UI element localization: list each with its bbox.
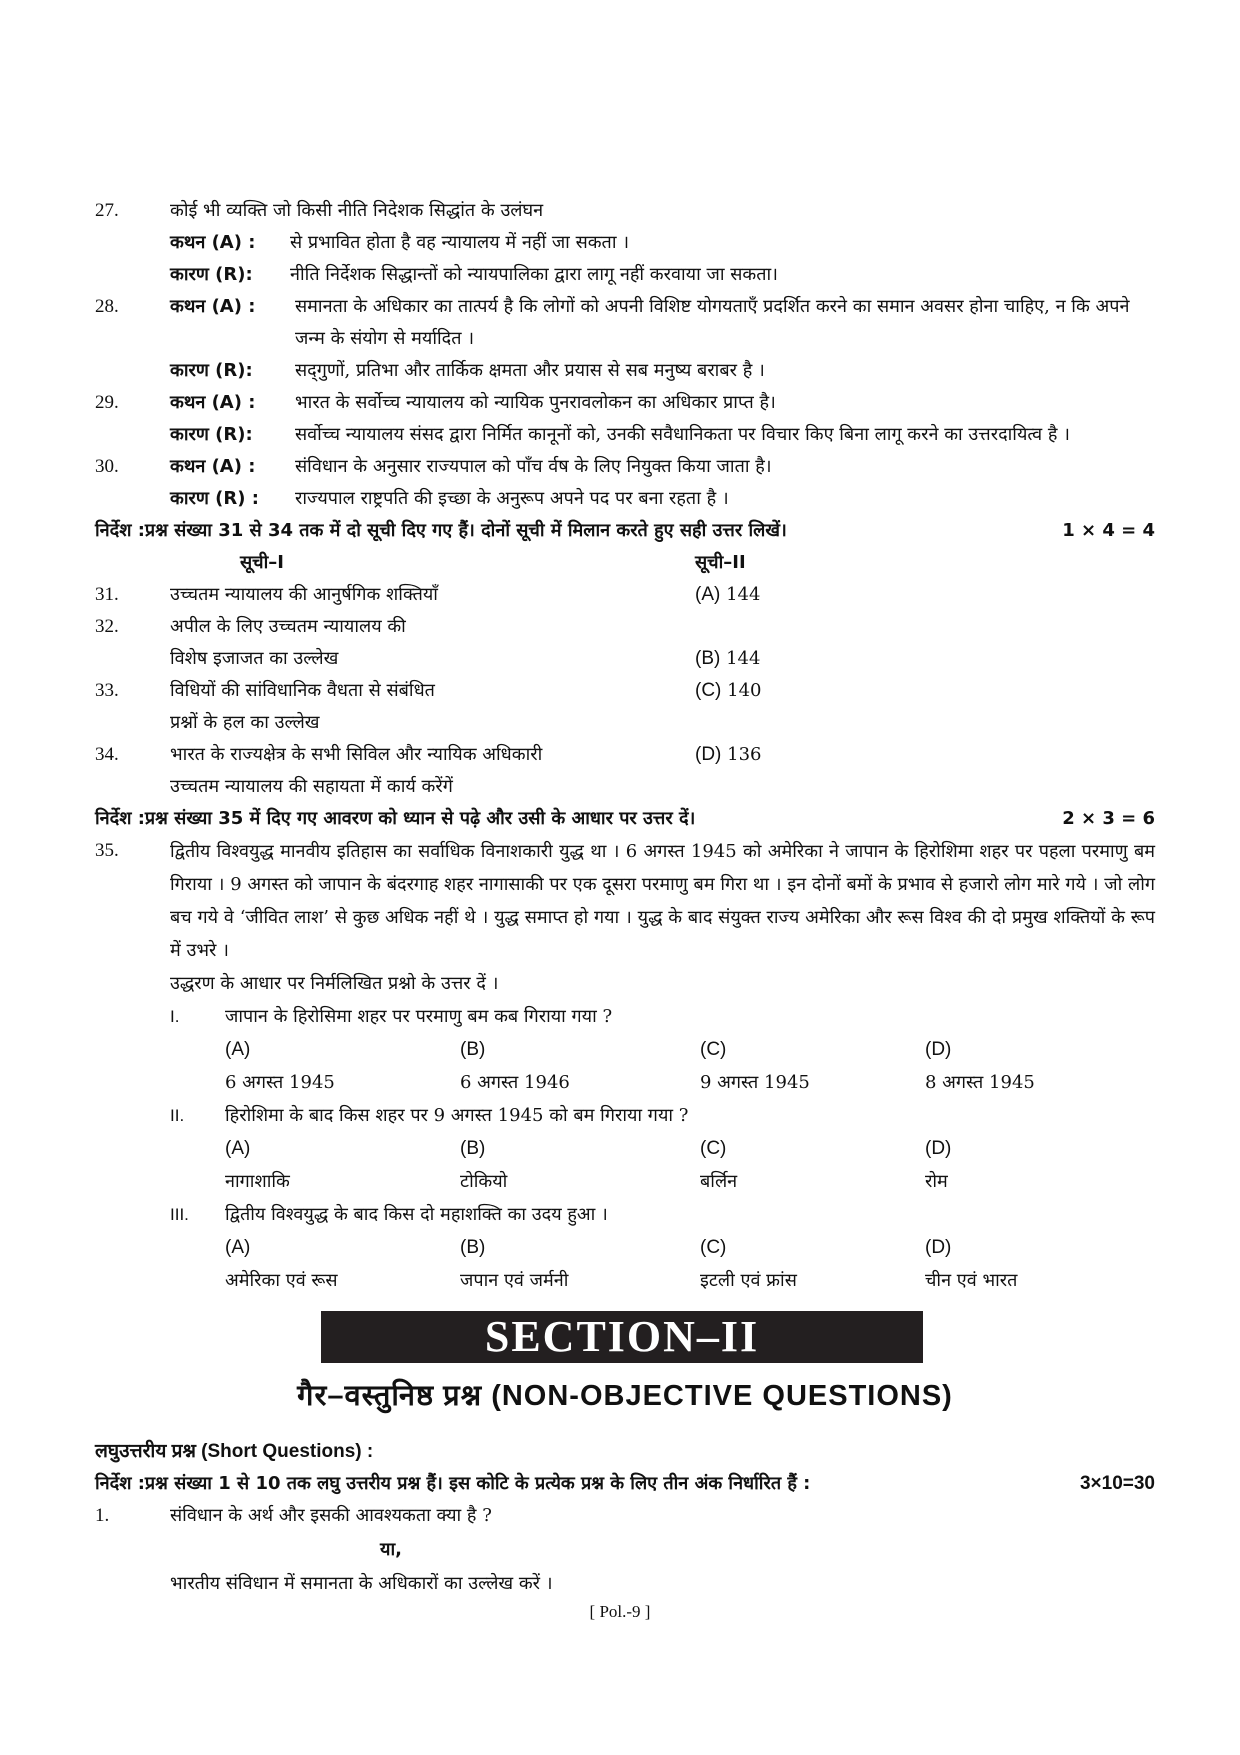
question-number: 29.: [95, 392, 119, 413]
assertion-text: भारत के सर्वोच्च न्यायालय को न्यायिक पुनरावलोकन का अधिकार प्राप्त है।: [295, 392, 776, 413]
option-label: (C): [695, 680, 722, 701]
sub-question-text: हिरोशिमा के बाद किस शहर पर 9 अगस्त 1945 को बम गिराया गया ?: [225, 1105, 689, 1126]
match-row-31: [95, 579, 1155, 611]
marks-label: 1 × 4 = 4: [1062, 520, 1155, 541]
option-d: (D) रोम: [925, 1138, 952, 1192]
question-text: कोई भी व्यक्ति जो किसी नीति निदेशक सिद्धांत के उलंघन: [170, 200, 544, 221]
marks-label: 2 × 3 = 6: [1062, 808, 1155, 829]
list-2-header: सूची–II: [695, 552, 746, 573]
assertion-text: से प्रभावित होता है वह न्यायालय में नहीं जा सकता ।: [290, 232, 630, 253]
list-1-item: अपील के लिए उच्चतम न्यायालय की: [170, 616, 406, 637]
question-number: 33.: [95, 680, 119, 701]
direction-key: निर्देश :: [95, 520, 145, 541]
option-c: (C) बर्लिन: [700, 1138, 738, 1192]
roman-number: II.: [170, 1106, 185, 1125]
option-c: (C) इटली एवं फ्रांस: [700, 1237, 797, 1291]
reason-label: कारण (R):: [170, 424, 253, 445]
assertion-label: कथन (A) :: [170, 456, 256, 477]
question-number: 34.: [95, 744, 119, 765]
list-2-item: 136: [727, 744, 762, 765]
option-d: (D) 8 अगस्त 1945: [925, 1039, 1035, 1093]
question-28: [95, 291, 1155, 387]
sub-question-text: द्वितीय विश्वयुद्ध के बाद किस दो महाशक्ति का उदय हुआ ।: [225, 1204, 608, 1225]
list-2-item: 144: [726, 584, 761, 605]
reason-label: कारण (R):: [170, 264, 253, 285]
question-29: [95, 387, 1155, 451]
direction-text: प्रश्न संख्या 31 से 34 तक में दो सूची दिए गए हैं। दोनों सूची में मिलान करते हुए सही उत्तर लिखें।: [144, 520, 787, 541]
match-row-32-cont: [95, 643, 1155, 675]
reason-label: कारण (R) :: [170, 488, 259, 509]
roman-number: I.: [170, 1007, 180, 1026]
option-a: (A) 6 अगस्त 1945: [225, 1039, 335, 1093]
list-1-item-cont: उच्चतम न्यायालय की सहायता में कार्य करेंगें: [170, 776, 453, 797]
question-number: 27.: [95, 200, 119, 221]
option-d: (D) चीन एवं भारत: [925, 1237, 1018, 1291]
direction-key: निर्देश :: [95, 808, 145, 829]
match-row-34: [95, 739, 1155, 771]
question-35: [95, 835, 1155, 1297]
direction-short: [95, 1468, 1155, 1500]
page-footer: [ Pol.-9 ]: [589, 1602, 651, 1621]
list-1-item-cont: विशेष इजाजत का उल्लेख: [170, 648, 339, 669]
assertion-label: कथन (A) :: [170, 232, 256, 253]
marks-label: 3×10=30: [1079, 1473, 1155, 1494]
alternate-question-text: भारतीय संविधान में समानता के अधिकारों का उल्लेख करें ।: [170, 1573, 553, 1594]
or-label: या,: [380, 1539, 402, 1560]
section-subtitle: गैर–वस्तुनिष्ठ प्रश्न (NON-OBJECTIVE QUESTIONS): [297, 1380, 953, 1412]
roman-number: III.: [170, 1205, 189, 1224]
question-27: [95, 195, 1155, 291]
option-b: (B) 6 अगस्त 1946: [460, 1039, 570, 1093]
list-2-item: 144: [726, 648, 761, 669]
assertion-label: कथन (A) :: [170, 392, 256, 413]
list-1-item: विधियों की सांविधानिक वैधता से संबंधित: [170, 680, 435, 701]
sub-question-1: [170, 1000, 1155, 1033]
option-label: (A): [695, 584, 721, 605]
question-page: [95, 195, 1155, 1600]
reason-text: राज्यपाल राष्ट्रपति की इच्छा के अनुरूप अपने पद पर बना रहता है ।: [295, 488, 729, 509]
option-a: (A) नागाशाकि: [225, 1138, 290, 1192]
match-row-33: [95, 675, 1155, 707]
reason-label: कारण (R):: [170, 360, 253, 381]
direction-match: [95, 515, 1155, 547]
question-number: 1.: [95, 1505, 110, 1526]
option-b: (B) टोकियो: [460, 1138, 508, 1192]
passage-text: द्वितीय विश्वयुद्ध मानवीय इतिहास का सर्वाधिक विनाशकारी युद्ध था । 6 अगस्त 1945 को अमेरिका ने जापान के हिरोशिमा शहर पर पहला परमाणु बम गिराया । 9 अगस्त को जापान के बंदरगाह शहर नागासाकी पर एक दूसरा परमाणु बम गिरा था । इन दोनों बमों के प्रभाव से हजारो लोग मारे गये । जो लोग बच गये वे ‘जीवित लाश’ से कुछ अधिक नहीं थे । युद्ध समाप्त हो गया । युद्ध के बाद संयुक्त राज्य अमेरिका और रूस विश्व की दो प्रमुख शक्तियों के रूप में उभरे ।: [170, 841, 1155, 961]
reason-text: सर्वोच्च न्यायालय संसद द्वारा निर्मित कानूनों को, उनकी सवैधानिकता पर विचार किए बिना लागू करने का उत्तरदायित्व है ।: [295, 424, 1070, 445]
question-text: संविधान के अर्थ और इसकी आवश्यकता क्या है ?: [170, 1505, 492, 1526]
assertion-text: समानता के अधिकार का तात्पर्य है कि लोगों को अपनी विशिष्ट योगयताएँ प्रदर्शित करने का समान अवसर होना चाहिए, न कि अपने जन्म के संयोग से मर्यादित ।: [295, 296, 1130, 349]
question-number: 30.: [95, 456, 119, 477]
short-question-1: [95, 1500, 1155, 1600]
direction-passage: [95, 803, 1155, 835]
direction-key: निर्देश :: [95, 1473, 145, 1494]
question-number: 35.: [95, 840, 119, 861]
sub-question-2: [170, 1099, 1155, 1132]
option-c: (C) 9 अगस्त 1945: [700, 1039, 810, 1093]
match-row-34-cont: [95, 771, 1155, 803]
reason-text: सद्‌गुणों, प्रतिभा और तार्किक क्षमता और प्रयास से सब मनुष्य बराबर है ।: [295, 360, 765, 381]
options-1: [225, 1033, 1155, 1099]
option-b: (B) जपान एवं जर्मनी: [460, 1237, 569, 1291]
sub-question-text: जापान के हिरोसिमा शहर पर परमाणु बम कब गिराया गया ?: [225, 1006, 613, 1027]
option-label: (D): [695, 744, 722, 765]
match-row-32: [95, 611, 1155, 643]
passage-instruction: उद्धरण के आधार पर निर्मलिखित प्रश्नो के उत्तर दें ।: [170, 973, 499, 994]
list-2-item: 140: [727, 680, 762, 701]
assertion-label: कथन (A) :: [170, 296, 256, 317]
option-a: (A) अमेरिका एवं रूस: [225, 1237, 338, 1291]
direction-text: प्रश्न संख्या 35 में दिए गए आवरण को ध्यान से पढ़े और उसी के आधार पर उत्तर दें।: [144, 808, 696, 829]
reason-text: नीति निर्देशक सिद्धान्तों को न्यायपालिका द्वारा लागू नहीं करवाया जा सकता।: [290, 264, 778, 285]
match-row-33-cont: [95, 707, 1155, 739]
short-questions-heading: लघुउत्तरीय प्रश्न (Short Questions) :: [95, 1441, 374, 1462]
match-headers: [95, 547, 1155, 579]
list-1-item-cont: प्रश्नों के हल का उल्लेख: [170, 712, 320, 733]
sub-question-3: [170, 1198, 1155, 1231]
list-1-item: भारत के राज्यक्षेत्र के सभी सिविल और न्यायिक अधिकारी: [170, 744, 543, 765]
option-label: (B): [695, 648, 721, 669]
assertion-text: संविधान के अनुसार राज्यपाल को पाँच र्वष के लिए नियुक्त किया जाता है।: [295, 456, 772, 477]
question-number: 32.: [95, 616, 119, 637]
options-3: [225, 1231, 1155, 1297]
question-number: 31.: [95, 584, 119, 605]
section-title: SECTION–II: [321, 1311, 923, 1363]
direction-text: प्रश्न संख्या 1 से 10 तक लघु उत्तरीय प्रश्न हैं। इस कोटि के प्रत्येक प्रश्न के लिए तीन अंक निर्धारित हैं :: [144, 1473, 811, 1494]
question-number: 28.: [95, 296, 119, 317]
question-30: [95, 451, 1155, 515]
options-2: [225, 1132, 1155, 1198]
list-1-header: सूची–I: [240, 552, 284, 573]
list-1-item: उच्चतम न्यायालय की आनुर्षगिक शक्तियाँ: [170, 584, 438, 605]
